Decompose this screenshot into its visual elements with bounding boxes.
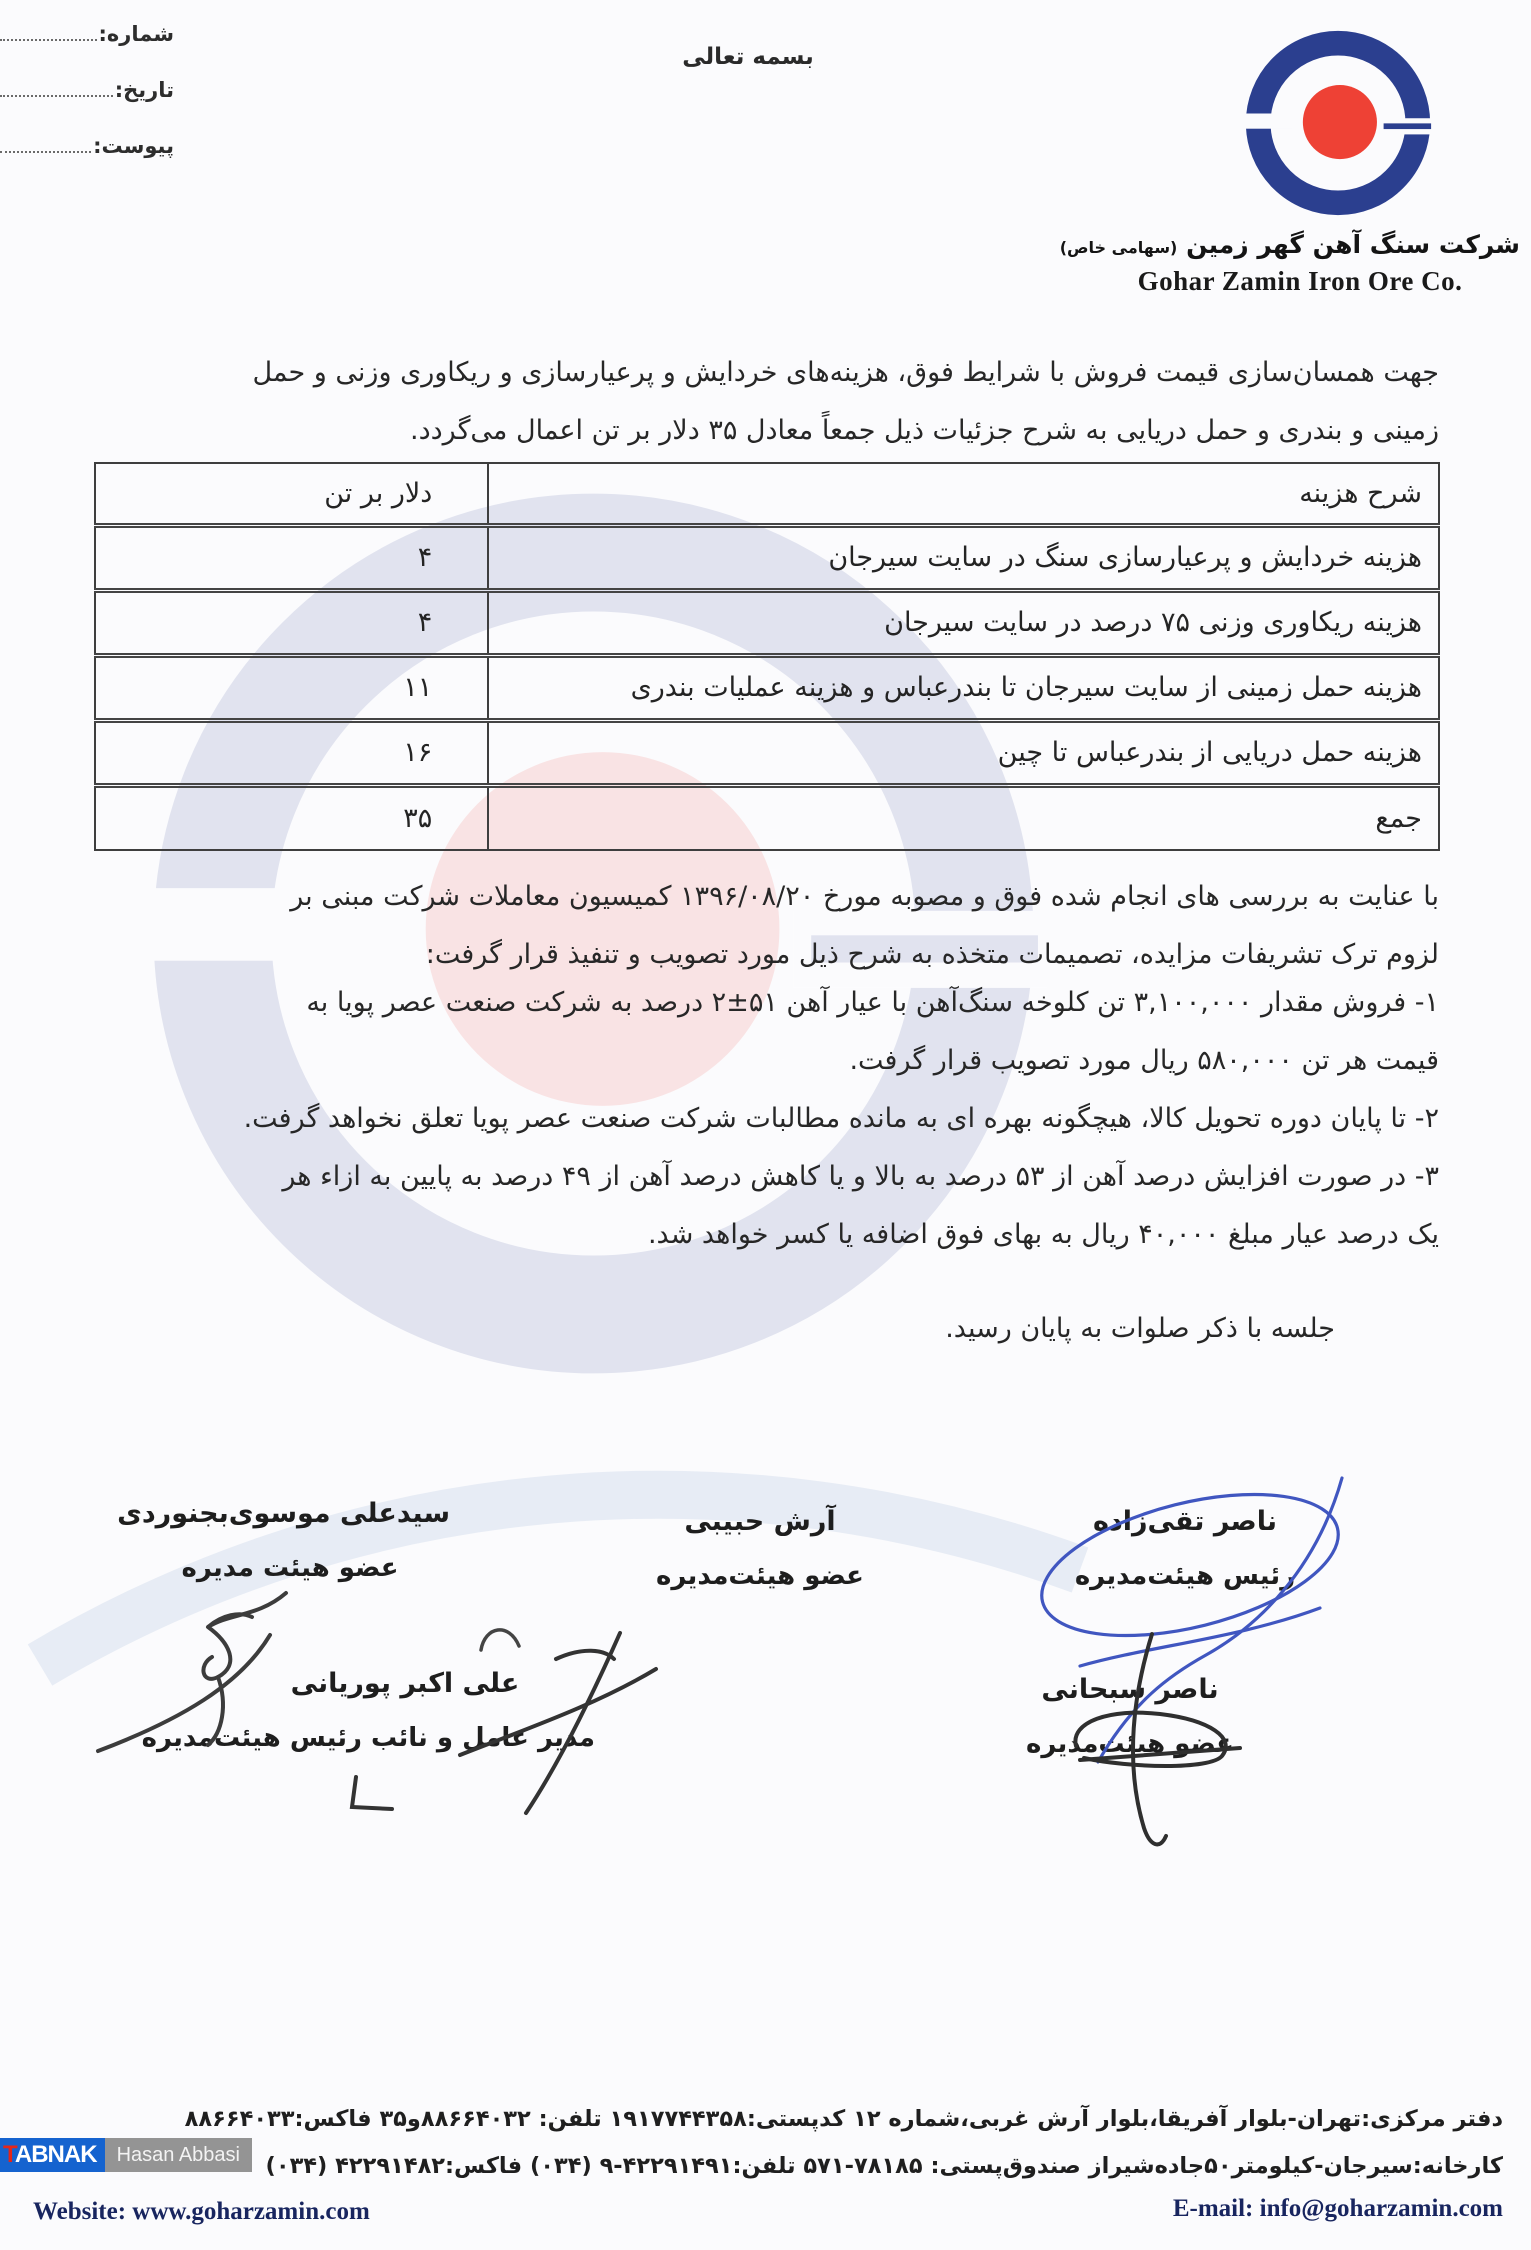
cost-table: [94, 462, 1440, 851]
cost-table-total-row: [95, 785, 1439, 850]
cost-table-header-row: [95, 463, 1439, 525]
decisions-list: [60, 974, 1439, 1264]
cost-value-cell: ۴: [95, 525, 488, 590]
letterhead-form-fields: [0, 16, 174, 184]
cost-table-header-value: دلار بر تن: [95, 463, 488, 525]
tabnak-logo: [0, 2138, 105, 2172]
table-row: [95, 525, 1439, 590]
press-watermark: [0, 2138, 252, 2172]
number-label: شماره:: [98, 22, 174, 46]
attachment-field-row: [0, 128, 174, 158]
cost-desc-cell: هزینه حمل زمینی از سایت سیرجان تا بندرعباس و هزینه عملیات بندری: [488, 655, 1439, 720]
attachment-label: پیوست:: [93, 134, 174, 158]
footer-website: [33, 2198, 370, 2226]
cost-value-cell: ۱۶: [95, 720, 488, 785]
signer-name: ناصر تقی‌زاده: [1092, 1506, 1278, 1537]
company-name-en: Gohar Zamin Iron Ore Co.: [1137, 266, 1463, 296]
company-name-fa-text: شرکت سنگ آهن گهر زمین: [1186, 230, 1520, 259]
date-field-row: [0, 72, 174, 102]
number-dotted-line: [0, 39, 97, 41]
cost-value-cell: ۴: [95, 590, 488, 655]
signature-block-habibi: [640, 1506, 880, 1591]
signer-title: عضو هیئت مدیره: [181, 1553, 399, 1583]
tabnak-rest-letters: ABNAK: [14, 2141, 97, 2168]
table-row: [95, 655, 1439, 720]
decision-item-2: ۲- تا پایان دوره تحویل کالا، هیچگونه بهره ای به مانده مطالبات شرکت صنعت عصر پویا تعلق نخواهد گرفت.: [243, 1103, 1439, 1134]
intro-line-1: جهت همسان‌سازی قیمت فروش با شرایط فوق، هزینه‌های خردایش و پرعیارسازی و ریکاوری وزنی و حمل: [252, 357, 1439, 388]
signer-name: سیدعلی موسوی‌بجنوردی: [117, 1498, 450, 1529]
resolution-paragraph: [60, 868, 1439, 984]
intro-line-2: زمینی و بندری و حمل دریایی به شرح جزئیات ذیل جمعاً معادل ۳۵ دلار بر تن اعمال می‌گردد.: [410, 415, 1439, 446]
date-dotted-line: [0, 95, 113, 97]
table-row: [95, 590, 1439, 655]
resolution-line-2: لزوم ترک تشریفات مزایده، تصمیمات متخذه به شرح ذیل مورد تصویب و تنفیذ قرار گرفت:: [425, 939, 1439, 970]
signer-title: مدیر عامل و نائب رئیس هیئت‌مدیره: [141, 1723, 595, 1753]
bismillah-text: بسمه تعالی: [682, 44, 814, 70]
signature-block-pouryani: [141, 1668, 595, 1753]
cost-table-header-desc: شرح هزینه: [488, 463, 1439, 525]
signature-block-sobhani: [1005, 1674, 1255, 1759]
email-label: E-mail:: [1172, 2195, 1254, 2222]
decision-item-1-line-2: قیمت هر تن ۵۸۰,۰۰۰ ریال مورد تصویب قرار گرفت.: [849, 1045, 1439, 1076]
cost-total-label: جمع: [488, 785, 1439, 850]
cost-total-value: ۳۵: [95, 785, 488, 850]
resolution-line-1: با عنایت به بررسی های انجام شده فوق و مصوبه مورخ ۱۳۹۶/۰۸/۲۰ کمیسیون معاملات شرکت مبنی بر: [290, 881, 1439, 912]
cost-desc-cell: هزینه حمل دریایی از بندرعباس تا چین: [488, 720, 1439, 785]
table-row: [95, 720, 1439, 785]
number-field-row: [0, 16, 174, 46]
date-label: تاریخ:: [114, 78, 174, 102]
closing-line: جلسه با ذکر صلوات به پایان رسید.: [945, 1313, 1335, 1344]
email-address: info@goharzamin.com: [1259, 2195, 1503, 2222]
footer-email: [1173, 2195, 1503, 2223]
signer-name: ناصر سبحانی: [1041, 1674, 1219, 1705]
tabnak-first-letter: T: [3, 2141, 15, 2168]
footer-factory-line: کارخانه:سیرجان-کیلومتر۵۰جاده‌شیراز صندوق‌پستی: ۷۸۱۸۵-۵۷۱ تلفن:۴۲۲۹۱۴۹۱-۹ (۰۳۴) فاکس:۴۲۲۹۱۴۸۲ (۰۳۴): [265, 2153, 1503, 2179]
handwritten-hook-mark: [475, 1616, 525, 1656]
signature-block-taghizadeh: [1045, 1506, 1325, 1591]
signer-title: عضو هیئت‌مدیره: [656, 1561, 864, 1591]
attachment-dotted-line: [0, 151, 91, 153]
cost-desc-cell: هزینه خردایش و پرعیارسازی سنگ در سایت سیرجان: [488, 525, 1439, 590]
company-name-fa: [1059, 230, 1520, 259]
decision-item-1-line-1: ۱- فروش مقدار ۳,۱۰۰,۰۰۰ تن کلوخه سنگ‌آهن با عیار آهن ۵۱±۲ درصد به شرکت صنعت عصر پویا به: [306, 987, 1439, 1018]
decision-item-3-line-2: یک درصد عیار مبلغ ۴۰,۰۰۰ ریال به بهای فوق اضافه یا کسر خواهد شد.: [647, 1219, 1439, 1250]
signer-title: رئیس هیئت‌مدیره: [1074, 1561, 1296, 1591]
decision-item-3-line-1: ۳- در صورت افزایش درصد آهن از ۵۳ درصد به بالا و یا کاهش درصد آهن از ۴۹ درصد به پایین به ازاء هر: [282, 1161, 1439, 1192]
signer-title: عضو هیئت‌مدیره: [1026, 1729, 1234, 1759]
photographer-credit: Hasan Abbasi: [105, 2138, 252, 2172]
cost-value-cell: ۱۱: [95, 655, 488, 720]
signature-block-mousavi: [117, 1498, 450, 1583]
company-type-fa: (سهامی خاص): [1059, 238, 1178, 257]
website-url: www.goharzamin.com: [132, 2198, 370, 2225]
cost-desc-cell: هزینه ریکاوری وزنی ۷۵ درصد در سایت سیرجان: [488, 590, 1439, 655]
company-logo-icon: [1243, 28, 1433, 218]
intro-paragraph: [60, 344, 1439, 460]
signer-name: علی اکبر پوریانی: [290, 1668, 520, 1699]
footer-office-line: دفتر مرکزی:تهران-بلوار آفریقا،بلوار آرش غربی،شماره ۱۲ کدپستی:۱۹۱۷۷۴۴۳۵۸ تلفن: ۸۸۶۶۴۰۳۲و۳۵ فاکس:۸۸۶۶۴۰۳۳: [184, 2106, 1503, 2132]
website-label: Website:: [33, 2198, 127, 2225]
signer-name: آرش حبیبی: [684, 1506, 836, 1537]
